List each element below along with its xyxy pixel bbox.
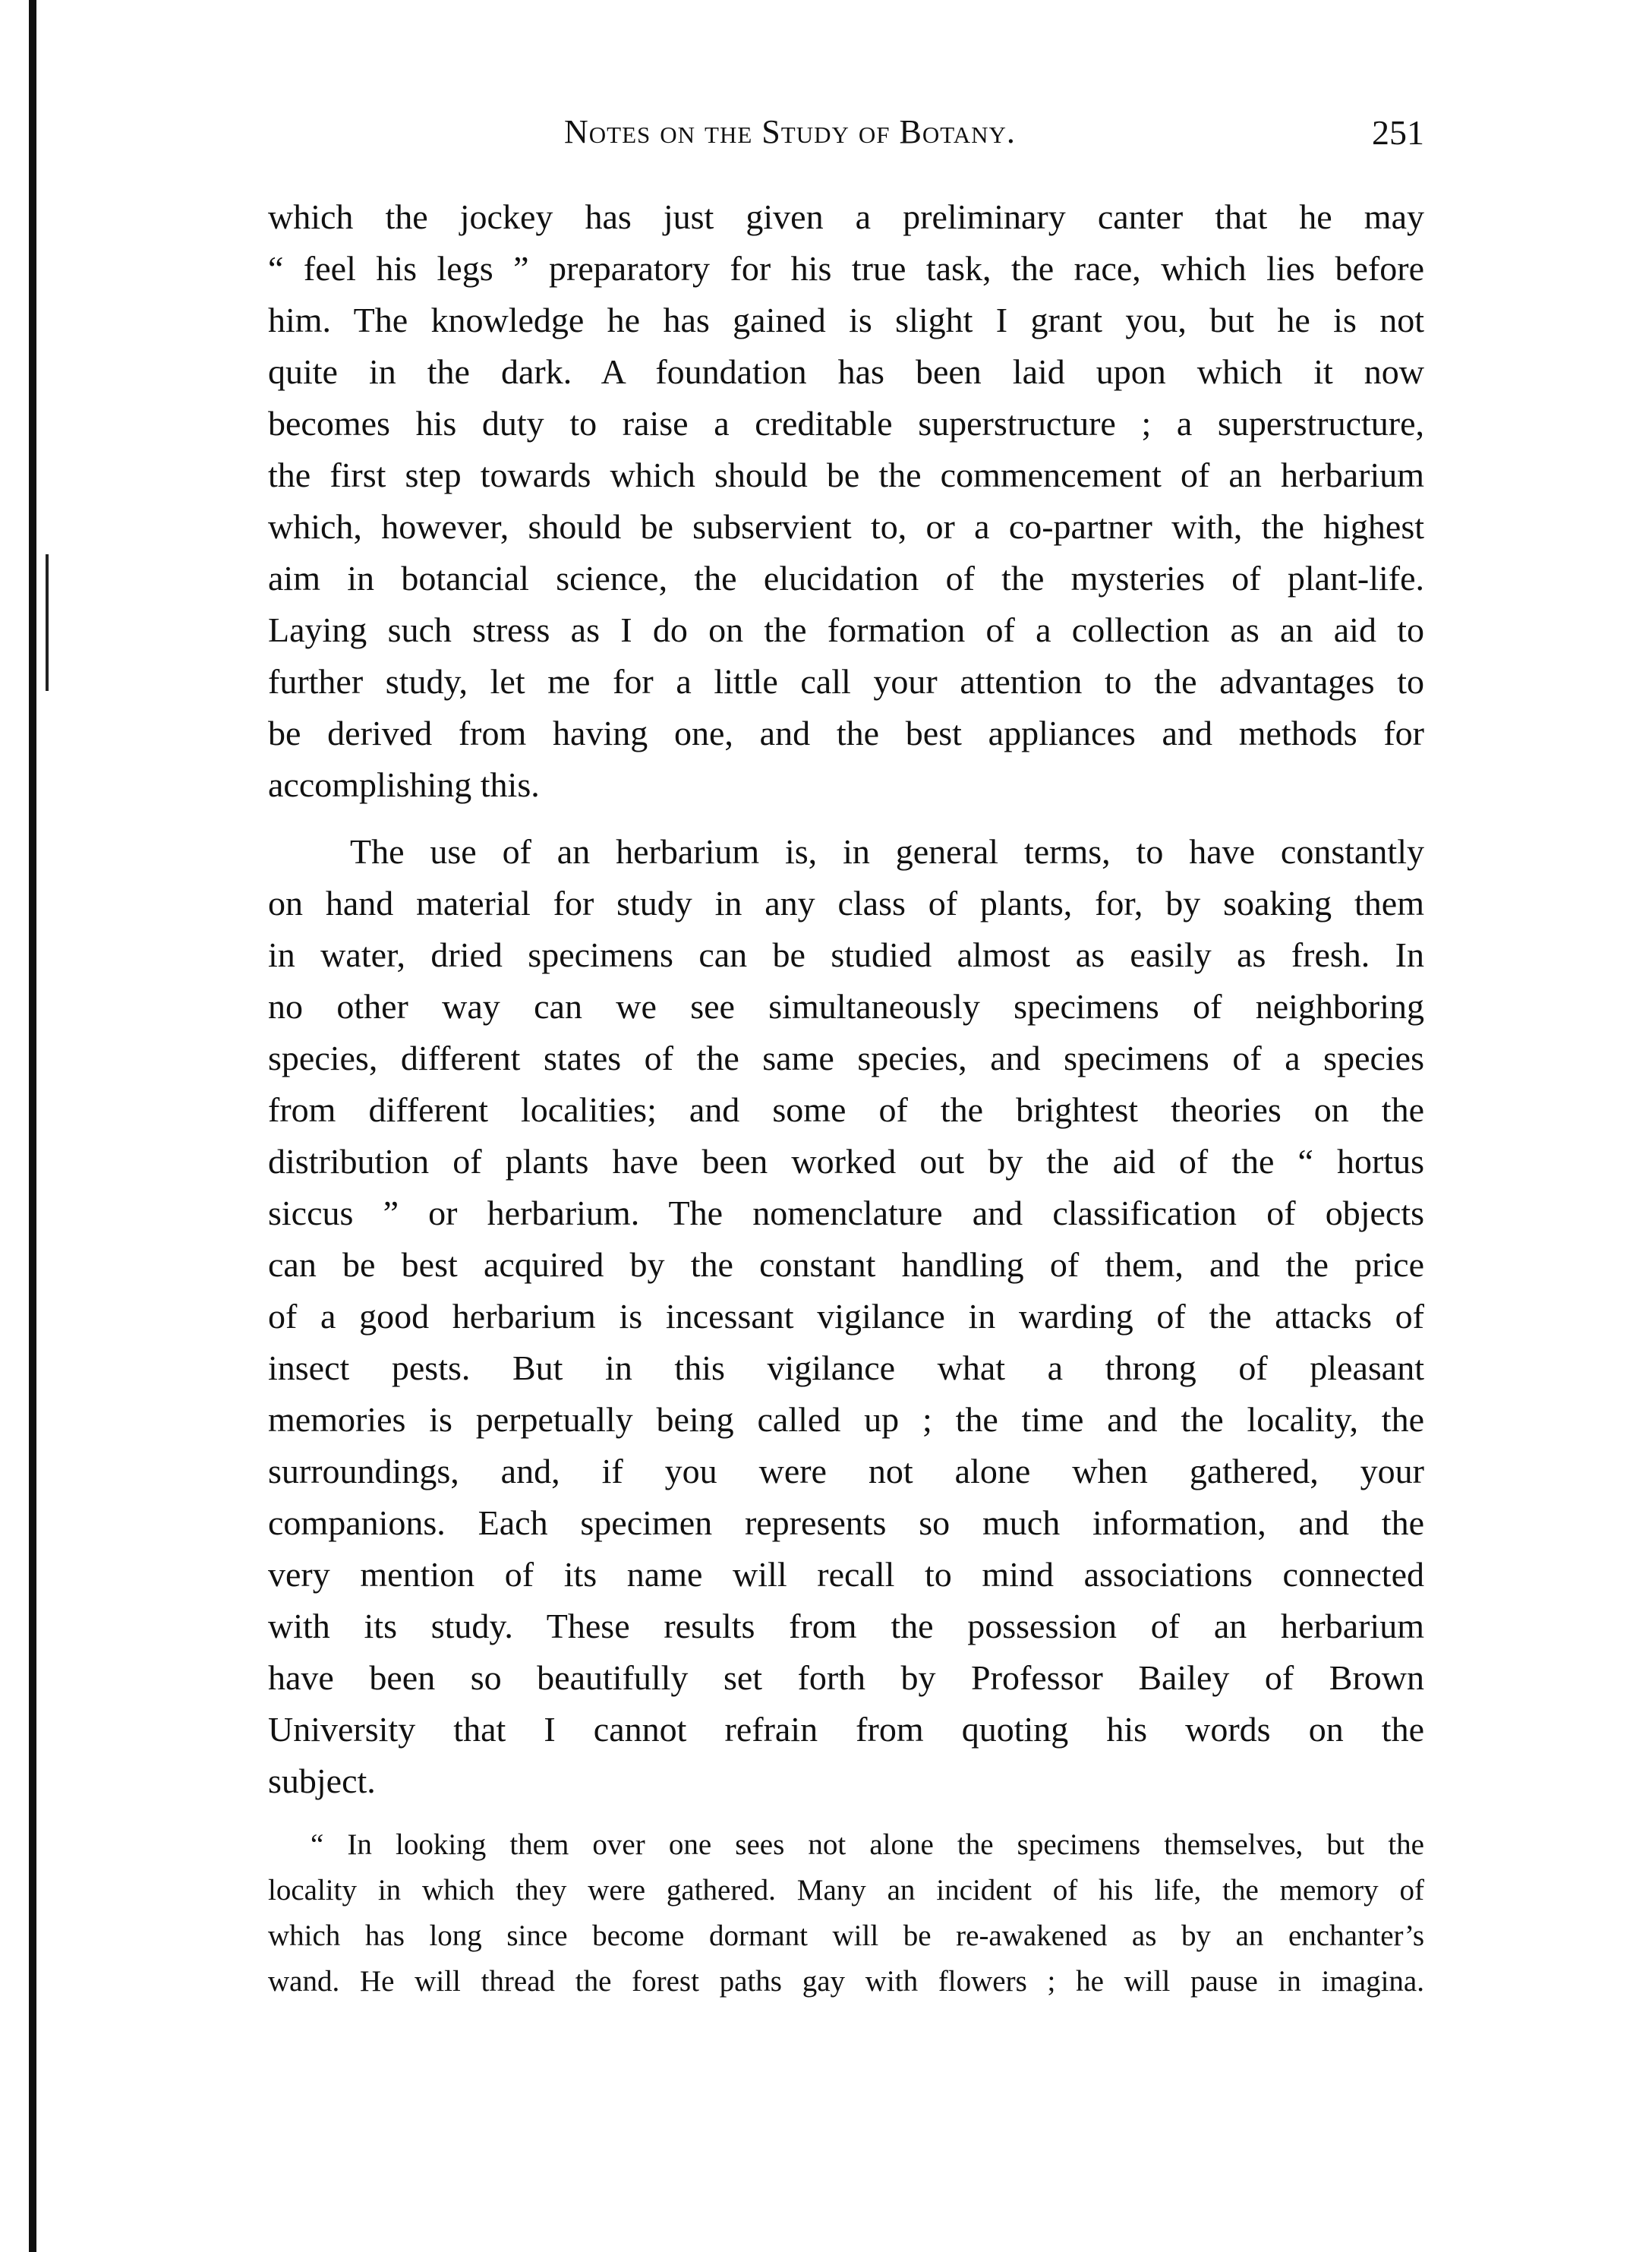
text-line: “ In looking them over one sees not alone the specimens themselves, but the [311,1828,1424,1861]
paragraph-2 [268,826,1424,1807]
page-number: 251 [1372,113,1424,152]
text-line: the first step towards which should be the commencement of an herbarium [268,456,1424,494]
text-line: further study, let me for a little call your attention to the advantages to [268,662,1424,701]
running-title: Notes on the Study of Botany. [564,113,1016,150]
text-line: memories is perpetually being called up ; the time and the locality, the [268,1400,1424,1439]
paragraph-1 [268,191,1424,811]
text-line: species, different states of the same species, and specimens of a species [268,1039,1424,1077]
text-line: locality in which they were gathered. Many an incident of his life, the memory of [268,1874,1424,1907]
text-line: be derived from having one, and the best appliances and methods for [268,714,1424,752]
text-line: aim in botancial science, the elucidation of the mysteries of plant-life. [268,559,1424,598]
body-text [268,191,1424,1807]
text-line: companions. Each specimen represents so much information, and the [268,1503,1424,1542]
text-line: very mention of its name will recall to mind associations connected [268,1555,1424,1594]
text-line: “ feel his legs ” preparatory for his true task, the race, which lies before [268,249,1424,288]
text-line: which, however, should be subservient to, or a co-partner with, the highest [268,507,1424,546]
scan-edge-mark [46,554,49,691]
text-line: Laying such stress as I do on the formation of a collection as an aid to [268,610,1424,649]
text-line: distribution of plants have been worked out by the aid of the “ hortus [268,1142,1424,1181]
text-line: in water, dried specimens can be studied almost as easily as fresh. In [268,935,1424,974]
text-line: with its study. These results from the possession of an herbarium [268,1607,1424,1645]
block-quote [268,1822,1424,2004]
text-line: subject. [268,1762,376,1800]
text-line: surroundings, and, if you were not alone when gathered, your [268,1452,1424,1490]
text-line: can be best acquired by the constant handling of them, and the price [268,1245,1424,1284]
text-line: him. The knowledge he has gained is slight I grant you, but he is not [268,301,1424,339]
text-line: wand. He will thread the forest paths gay with flowers ; he will pause in imagina. [268,1965,1424,1998]
text-line: have been so beautifully set forth by Professor Bailey of Brown [268,1658,1424,1697]
text-line: of a good herbarium is incessant vigilance in warding of the attacks of [268,1297,1424,1336]
text-line: The use of an herbarium is, in general terms, to have constantly [350,832,1424,871]
text-line: becomes his duty to raise a creditable superstructure ; a superstructure, [268,404,1424,443]
text-line: University that I cannot refrain from quoting his words on the [268,1710,1424,1749]
text-line: no other way can we see simultaneously specimens of neighboring [268,987,1424,1026]
text-line: on hand material for study in any class of plants, for, by soaking them [268,884,1424,923]
text-line: which has long since become dormant will be re-awakened as by an enchanter’s [268,1919,1424,1952]
text-line: which the jockey has just given a preliminary canter that he may [268,197,1424,236]
text-line: from different localities; and some of the brightest theories on the [268,1090,1424,1129]
page-header [268,112,1424,158]
text-line: accomplishing this. [268,765,540,804]
text-line: siccus ” or herbarium. The nomenclature and classification of objects [268,1194,1424,1232]
text-line: quite in the dark. A foundation has been laid upon which it now [268,352,1424,391]
text-line: insect pests. But in this vigilance what a throng of pleasant [268,1348,1424,1387]
scan-edge-border [29,0,36,2252]
